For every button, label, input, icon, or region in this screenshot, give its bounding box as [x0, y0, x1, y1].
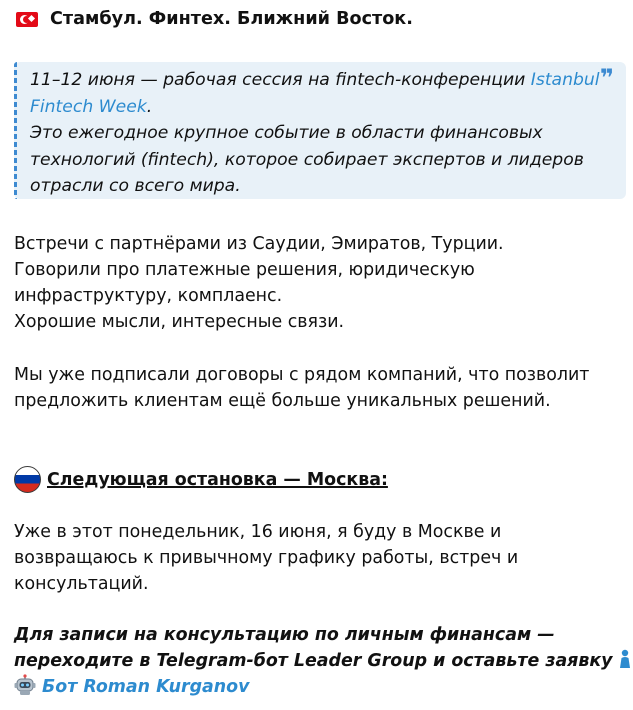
quote-line-1: 11–12 июня — рабочая сессия на fintech-конференции Istanbul [30, 70, 600, 90]
call-to-action [14, 622, 633, 700]
quote-bar [14, 62, 17, 199]
message-title [14, 6, 413, 32]
quote-line-5: отрасли со всего мира. [30, 176, 241, 197]
quote-line-4: технологий (fintech), которое собирает экспертов и лидеров [30, 149, 584, 170]
paragraph-line: возвращаюсь к привычному графику работы, встреч и [14, 548, 519, 568]
paragraph-moscow [14, 519, 518, 597]
paragraph-line: Мы уже подписали договоры с рядом компаний, что позволит [14, 365, 590, 385]
istanbul-fintech-week-link[interactable]: Istanbul [530, 70, 600, 90]
quote-line-3: Это ежегодное крупное событие в области финансовых [30, 123, 543, 144]
cta-line-1: Для записи на консультацию по личным финансам — [14, 625, 555, 645]
next-stop-title: Следующая остановка — Москва: [47, 469, 388, 490]
person-icon [617, 648, 633, 670]
bot-link[interactable]: Бот Roman Kurganov [42, 677, 250, 697]
istanbul-fintech-week-link-cont[interactable]: Fintech Week [30, 96, 147, 117]
turkey-flag-icon [16, 12, 38, 27]
paragraph-line: Хорошие мысли, интересные связи. [14, 312, 345, 332]
paragraph-line: инфраструктуру, комплаенс. [14, 286, 283, 306]
paragraph-line: Говорили про платежные решения, юридическую [14, 260, 475, 280]
cta-line-2: переходите в Telegram-бот Leader Group и оставьте заявку [14, 648, 633, 674]
paragraph-line: предложить клиентам ещё больше уникальных решений. [14, 391, 551, 411]
paragraph-line: Уже в этот понедельник, 16 июня, я буду в Москве и [14, 522, 502, 542]
next-stop-heading [14, 466, 388, 493]
blockquote [14, 62, 626, 199]
quote-line-2: Fintech Week. [30, 96, 153, 117]
bot-line [14, 674, 633, 700]
paragraph-meetings [14, 231, 504, 335]
paragraph-line: консультаций. [14, 574, 149, 594]
russia-flag-icon [14, 466, 41, 493]
quote-mark-icon: ❞ [599, 64, 614, 92]
paragraph-contracts [14, 362, 589, 414]
robot-icon [14, 674, 36, 696]
title-text: Стамбул. Финтех. Ближний Восток. [50, 9, 413, 29]
paragraph-line: Встречи с партнёрами из Саудии, Эмиратов, Турции. [14, 234, 504, 254]
